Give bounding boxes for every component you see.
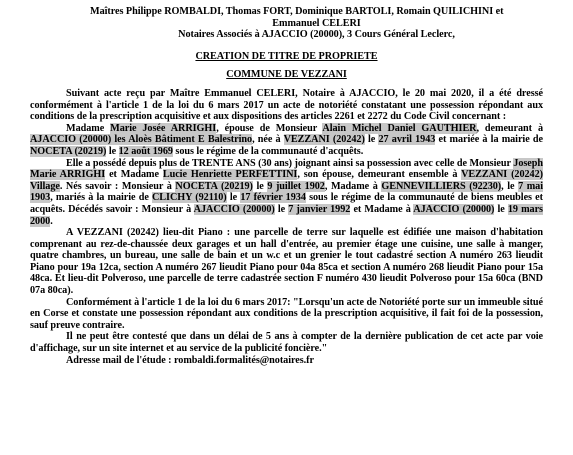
previous-owner-spouse: Lucie Henriette PERFETTINI xyxy=(162,169,298,181)
birth-date: 27 avril 1943 xyxy=(378,134,436,146)
birth-place: VEZZANI (20242) xyxy=(283,134,365,146)
husband-death-place: AJACCIO (20000) xyxy=(193,203,275,215)
wife-birth-date: 7 mai 1903 xyxy=(30,180,544,204)
text: , épouse de Monsieur xyxy=(216,122,323,134)
spouse-name: Alain Michel Daniel GAUTHIER xyxy=(322,122,477,134)
text: , le xyxy=(501,180,519,192)
possession-paragraph xyxy=(30,158,543,228)
text: le xyxy=(274,203,289,215)
text: , demeurant à xyxy=(476,122,543,134)
notary-address-line: Notaires Associés à AJACCIO (20000), 3 Cours Général Leclerc, xyxy=(178,29,455,41)
text: , mariés à la mairie de xyxy=(50,192,152,204)
marriage-place: CLICHY (92110) xyxy=(152,192,227,204)
text: , née à xyxy=(252,134,284,146)
text: et Madame à xyxy=(350,203,414,215)
text: et Madame xyxy=(105,169,163,181)
text: Elle a possédé depuis plus de TRENTE ANS (30 ans) joignant ainsi sa possession avec celle de Monsieur xyxy=(66,157,514,169)
wife-death-date: 19 mars 2000 xyxy=(30,203,543,227)
text: le xyxy=(226,192,241,204)
husband-birth-place: NOCETA (20219) xyxy=(175,180,253,192)
text: le xyxy=(364,134,379,146)
text: , Madame à xyxy=(324,180,382,192)
marriage-place: NOCETA (20219) xyxy=(30,145,107,157)
contest-paragraph: Il ne peut être contesté que dans un délai de 5 ans à compter de la dernière publication de cet acte par voie d'affichage, sur un site internet et au service de la publicité foncière." xyxy=(30,331,543,355)
text: le xyxy=(494,203,508,215)
owner-address: AJACCIO (20000) les Aloès Bâtiment E Balestrino xyxy=(30,134,253,146)
notary-names-line-2: Emmanuel CELERI xyxy=(272,17,361,29)
intro-paragraph: Suivant acte reçu par Maître Emmanuel CELERI, Notaire à AJACCIO, le 20 mai 2020, il a été dressé conformément à l'article 1 de la loi du 6 mars 2017 un acte de notoriété constatant une possession répondant aux conditions de la prescription acquisitive et aux dispositions des articles 2261 et 2272 du Code Civil concernant : xyxy=(30,87,543,123)
husband-birth-date: 9 juillet 1902 xyxy=(267,180,325,192)
notice-title: CREATION DE TITRE DE PROPRIETE xyxy=(195,50,378,62)
notary-header xyxy=(90,6,543,41)
text: sous le régime de la communauté de biens meubles et acquêts. Décédés savoir : Monsieur à xyxy=(30,192,543,215)
text: le xyxy=(252,180,268,192)
text: , son épouse, demeurant ensemble à xyxy=(297,169,462,181)
text: . xyxy=(50,215,53,227)
notary-names-line: Maîtres Philippe ROMBALDI, Thomas FORT, Dominique BARTOLI, Romain QUILICHINI et xyxy=(90,6,504,17)
text: et mariée à la mairie de xyxy=(435,134,543,146)
marriage-date: 17 février 1934 xyxy=(240,192,306,204)
text: le xyxy=(106,145,119,157)
owner-name: Marie Josée ARRIGHI xyxy=(110,122,217,134)
text: . Nés savoir : Monsieur à xyxy=(59,180,176,192)
wife-birth-place: GENNEVILLIERS (92230) xyxy=(381,180,502,192)
previous-address: VEZZANI (20242) Village xyxy=(30,169,543,192)
text: Madame xyxy=(66,122,111,134)
marriage-date: 12 août 1969 xyxy=(118,145,173,157)
commune-title: COMMUNE DE VEZZANI xyxy=(226,69,347,81)
wife-death-place: AJACCIO (20000) xyxy=(413,203,495,215)
previous-owner-name: Joseph Marie ARRIGHI xyxy=(30,157,543,181)
owner-paragraph xyxy=(30,123,543,158)
husband-death-date: 7 janvier 1992 xyxy=(288,203,351,215)
property-paragraph: A VEZZANI (20242) lieu-dit Piano : une parcelle de terre sur laquelle est édifiée une maison d'habitation comprenant au rez-de-chaussée deux garages et un hall d'entrée, au premier étage une cuisine, une salle à manger, quatre chambres, un bureau, une salle de bain et un w.c et un grenier le tout cadastré section A numéro 263 lieudit Piano pour 19a 12ca, section A numéro 267 lieudit Piano pour 04a 85ca et section A numéro 268 lieudit Piano pour 15a 48ca. Et lieu-dit Polveroso, une parcelle de terre cadastrée section F numéro 430 lieudit Polveroso pour 15a 60ca (BND 07a 80ca). xyxy=(30,227,543,297)
email-paragraph: Adresse mail de l'étude : rombaldi.formalités@notaires.fr xyxy=(66,354,314,366)
law-paragraph: Conformément à l'article 1 de la loi du 6 mars 2017: "Lorsqu'un acte de Notoriété porte sur un immeuble situé en Corse et constate une possession répondant aux conditions de la prescription acquisitive, il fait foi de la possession, sauf preuve contraire. xyxy=(30,296,543,331)
text: sous le régime de la communauté d'acquêts. xyxy=(172,145,364,157)
